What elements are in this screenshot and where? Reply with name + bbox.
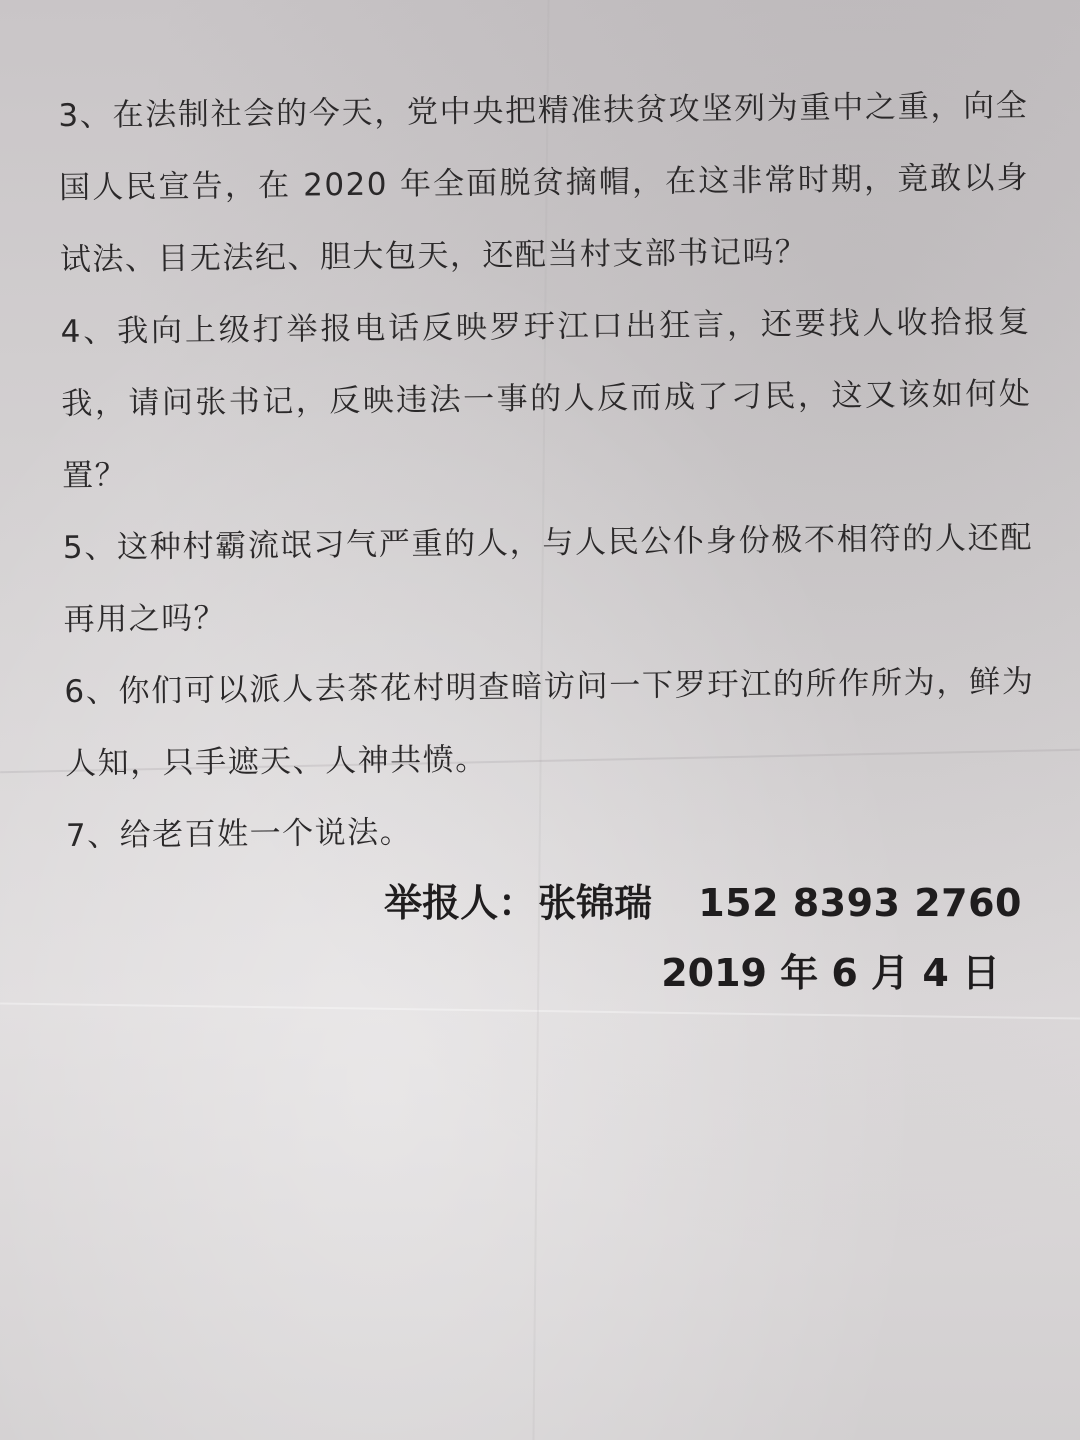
reporter-label: 举报人： [384, 881, 537, 925]
signature-block [322, 868, 1022, 1008]
signature-date: 2019 年 6 月 4 日 [661, 951, 1000, 995]
paragraph-item-6: 6、你们可以派人去茶花村明查暗访问一下罗玗江的所作所为，鲜为人知，只手遮天、人神共愤。 [64, 663, 1035, 782]
paragraph-item-7: 7、给老百姓一个说法。 [65, 814, 413, 854]
paragraph-item-3: 3、在法制社会的今天，党中央把精准扶贫攻坚列为重中之重，向全国人民宣告，在 2020 年全面脱贫摘帽，在这非常时期，竟敢以身试法、目无法纪、胆大包天，还配当村支部书记吗？ [58, 87, 1030, 278]
paragraph-item-4: 4、我向上级打举报电话反映罗玗江口出狂言，还要找人收拾报复我，请问张书记，反映违法一事的人反而成了刁民，这又该如何处置？ [60, 303, 1032, 494]
paragraph-item-5: 5、这种村霸流氓习气严重的人，与人民公仆身份极不相符的人还配再用之吗？ [62, 519, 1034, 638]
reporter-line [322, 868, 1022, 938]
letter-body [58, 70, 1036, 872]
reporter-name: 张锦瑞 [538, 881, 653, 925]
reporter-phone: 152 8393 2760 [698, 881, 1022, 925]
